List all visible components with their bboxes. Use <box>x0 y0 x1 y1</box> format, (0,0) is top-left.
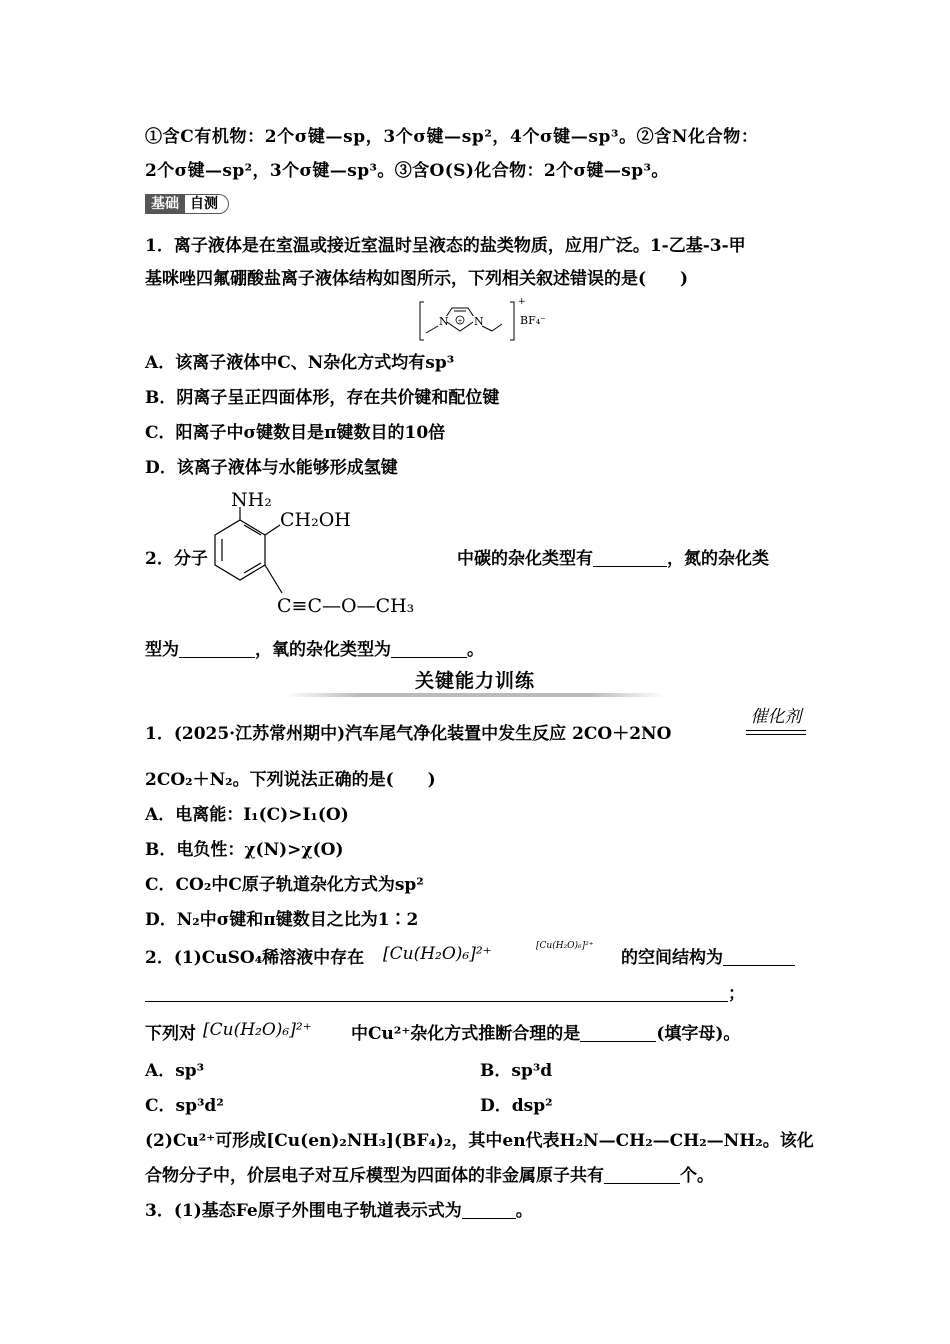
svg-text:+: + <box>457 318 463 325</box>
mol-ch2oh: CH₂OH <box>280 509 351 531</box>
imidazolium-n-left: N <box>439 315 449 328</box>
basic-q1-option-d: D．该离子液体与水能够形成氢键 <box>145 458 398 478</box>
mol-chain: C≡C—O—CH₃ <box>277 595 415 617</box>
training-q2-option-a: A．sp³ <box>145 1061 205 1081</box>
training-q1-line-1: 1．(2025·江苏常州期中)汽车尾气净化装置中发生反应 2CO＋2NO <box>145 724 672 744</box>
complex-formula-small: [Cu(H₂O)₆]²⁺ <box>536 941 594 951</box>
training-q1-option-c: C．CO₂中C原子轨道杂化方式为sp² <box>145 875 424 895</box>
training-q1-option-b: B．电负性：χ(N)>χ(O) <box>145 840 344 860</box>
section-title: 关键能力训练 <box>285 667 665 697</box>
training-q2-option-b: B．sp³d <box>480 1061 553 1081</box>
basic-q1-option-c: C．阳离子中σ键数目是π键数目的10倍 <box>145 423 446 443</box>
basic-q2-prefix: 2．分子 <box>145 549 208 569</box>
summary-line-2: 2个σ键—sp²，3个σ键—sp³。③含O(S)化合物：2个σ键—sp³。 <box>145 161 669 181</box>
cation-charge: + <box>518 297 526 307</box>
answer-blank[interactable] <box>179 641 255 658</box>
answer-blank[interactable] <box>723 949 795 966</box>
training-q2-2-line-2: 合物分子中，价层电子对互斥模型为四面体的非金属原子共有 个。 <box>145 1166 714 1186</box>
answer-blank[interactable] <box>593 550 667 567</box>
training-q2-line-3: 下列对 <box>145 1024 196 1044</box>
training-q2-blank-line: ； <box>145 982 745 1006</box>
answer-blank[interactable] <box>391 641 467 658</box>
basic-q1-option-b: B．阴离子呈正四面体形，存在共价键和配位键 <box>145 388 500 408</box>
mol-nh2: NH₂ <box>231 489 272 511</box>
summary-line-1: ①含C有机物：2个σ键—sp，3个σ键—sp²，4个σ键—sp³。②含N化合物： <box>145 127 759 147</box>
anion-label: BF₄⁻ <box>520 314 546 327</box>
training-q2-option-d: D．dsp² <box>480 1096 553 1116</box>
training-q1-option-a: A．电离能：I₁(C)>I₁(O) <box>145 805 349 825</box>
basic-q1-line-2: 基咪唑四氟硼酸盐离子液体结构如图所示，下列相关叙述错误的是( ) <box>145 269 689 289</box>
training-q2-line-3-end: 中Cu²⁺杂化方式推断合理的是 (填字母)。 <box>351 1024 741 1044</box>
training-q2-line-1-end: 的空间结构为 <box>621 946 795 970</box>
training-q1-option-d: D．N₂中σ键和π键数目之比为1∶2 <box>145 910 419 930</box>
training-q1-line-2: 2CO₂＋N₂。下列说法正确的是( ) <box>145 770 436 790</box>
basic-q2-line-1: 中碳的杂化类型有 ，氮的杂化类 <box>457 549 769 569</box>
answer-blank[interactable] <box>462 1202 516 1219</box>
basic-q1-line-1: 1．离子液体是在室温或接近室温时呈液态的盐类物质，应用广泛。1-乙基-3-甲 <box>145 236 746 256</box>
answer-blank[interactable] <box>604 1167 680 1184</box>
complex-formula: [Cu(H₂O)₆]²⁺ <box>383 944 492 964</box>
answer-blank[interactable] <box>580 1025 656 1042</box>
training-q3: 3．(1)基态Fe原子外围电子轨道表示式为 。 <box>145 1201 533 1221</box>
catalyst-arrow: 催化剂 <box>746 707 806 735</box>
basic-self-test-badge: 基础 自测 <box>145 193 229 215</box>
training-q2-option-c: C．sp³d² <box>145 1096 224 1116</box>
training-q2-line-1: 2．(1)CuSO₄稀溶液中存在 <box>145 948 365 968</box>
answer-blank[interactable] <box>145 985 728 1002</box>
imidazolium-n-right: N <box>474 315 484 328</box>
basic-q2-line-2: 型为 ，氧的杂化类型为 。 <box>145 640 484 660</box>
training-q2-2-line-1: (2)Cu²⁺可形成[Cu(en)₂NH₃](BF₄)₂，其中en代表H₂N—CH₂—CH₂—NH₂。该化 <box>145 1131 814 1151</box>
complex-formula-2: [Cu(H₂O)₆]²⁺ <box>203 1020 312 1040</box>
basic-q1-option-a: A．该离子液体中C、N杂化方式均有sp³ <box>145 353 455 373</box>
